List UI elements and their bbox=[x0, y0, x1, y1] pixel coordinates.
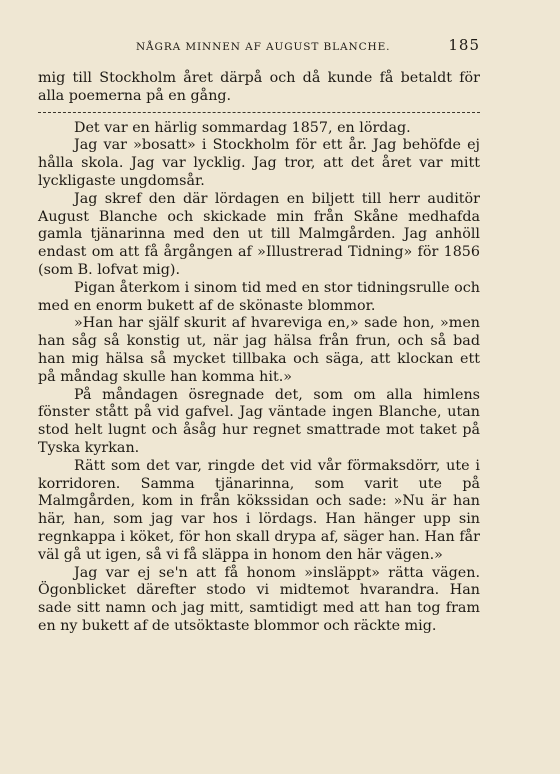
body-text bbox=[38, 70, 480, 636]
paragraph: Jag skref den där lördagen en biljett till herr auditör August Blanche och skickade min från Skåne medhafda gamla tjänarinna med den ut till Malmgården. Jag anhöll endast om att få årgången af »Illustrerad Tidning» för 1856 (som B. lofvat mig). bbox=[38, 190, 480, 278]
paragraph: Jag var ej se'n att få honom »insläppt» rätta vägen. Ögonblicket därefter stodo vi midtemot hvarandra. Han sade sitt namn och jag mitt, samtidigt med att han tog fram en ny bukett af de utsöktaste blommor och räckte mig. bbox=[38, 564, 480, 634]
section-divider bbox=[38, 112, 480, 114]
paragraph-continuation: mig till Stockholm året därpå och då kunde få betaldt för alla poemerna på en gång. bbox=[38, 70, 480, 104]
paragraph: Rätt som det var, ringde det vid vår förmaksdörr, ute i korridoren. Samma tjänarinna, som varit ute på Malmgården, kom in från kökssidan och sade: »Nu är han här, han, som jag var hos i lördags. Han hänger upp sin regnkappa i köket, för hon skall drypa af, säger han. Han får väl gå ut igen, så vi få släppa in honom den här vägen.» bbox=[38, 457, 480, 563]
paragraph: Pigan återkom i sinom tid med en stor tidningsrulle och med en enorm bukett af de skönaste blommor. bbox=[38, 279, 480, 314]
running-title: NÅGRA MINNEN AF AUGUST BLANCHE. bbox=[135, 41, 391, 53]
paragraph: På måndagen ösregnade det, som om alla himlens fönster stått på vid gafvel. Jag väntade ingen Blanche, utan stod helt lugnt och åsåg hur regnet smattrade mot taket på Tyska kyrkan. bbox=[38, 386, 480, 456]
paragraph: Det var en härlig sommardag 1857, en lördag. bbox=[74, 119, 411, 136]
paragraph: Jag var »bosatt» i Stockholm för ett år. Jag behöfde ej hålla skola. Jag var lycklig. Jag tror, att det året var mitt lyckligaste ungdomsår. bbox=[38, 137, 480, 189]
paragraph: »Han har själf skurit af hvareviga en,» sade hon, »men han såg så konstig ut, när jag hälsa från frun, och så bad han mig hälsa så mycket tillbaka och säga, att klockan ett på måndag skulle han komma hit.» bbox=[38, 315, 480, 385]
running-head bbox=[38, 36, 480, 62]
page-number: 185 bbox=[448, 36, 480, 54]
